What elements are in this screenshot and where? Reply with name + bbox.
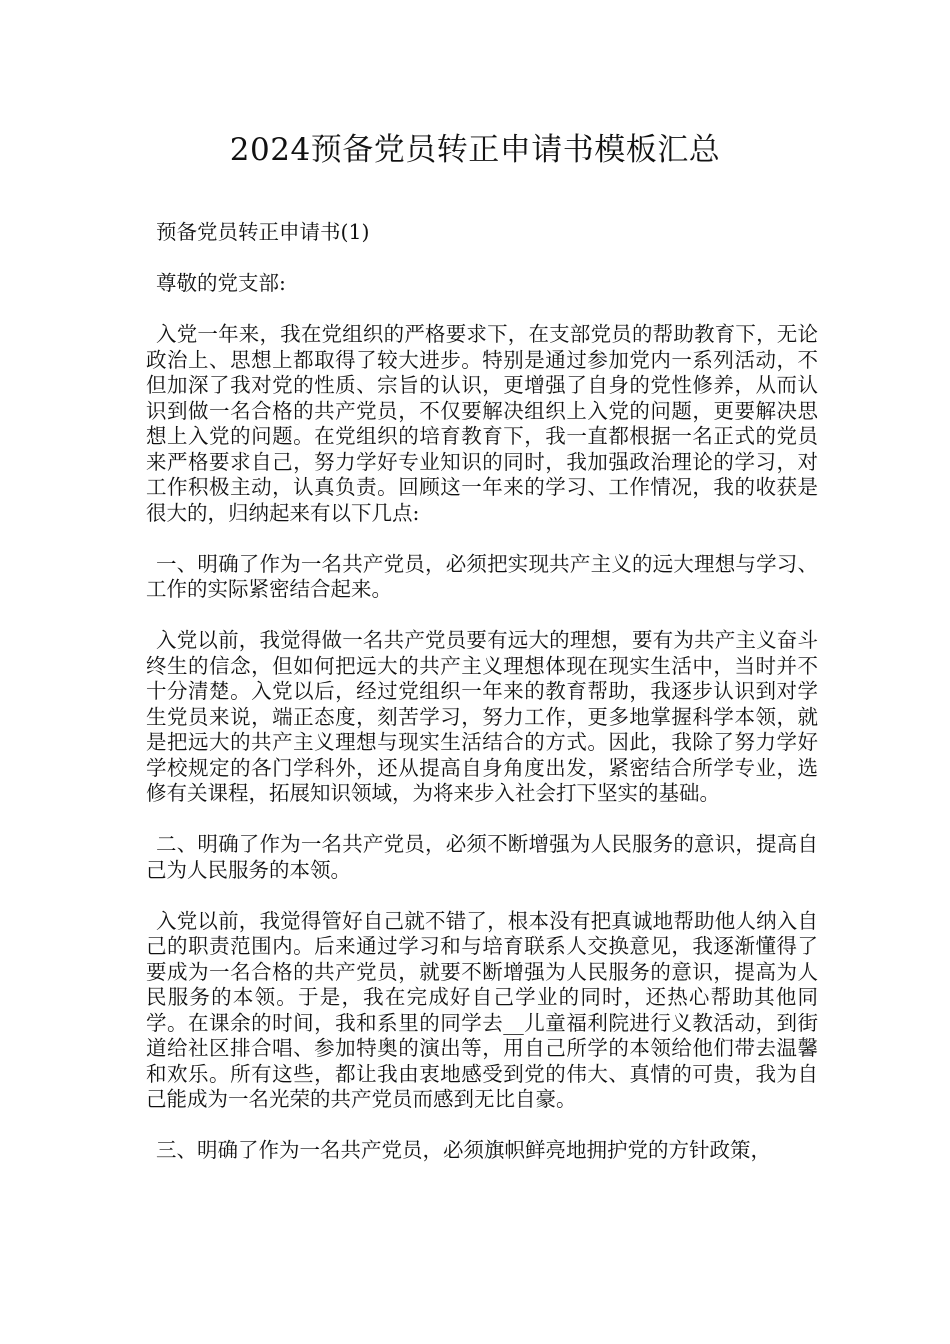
document-title: 2024预备党员转正申请书模板汇总 (229, 132, 721, 168)
document-body (146, 220, 818, 1189)
salutation: 尊敬的党支部: (156, 271, 286, 295)
section-heading: 预备党员转正申请书(1) (156, 220, 370, 244)
body-paragraph: 入党以前，我觉得管好自己就不错了，根本没有把真诚地帮助他人纳入自己的职责范围内。后来通过学习和与培育联系人交换意见，我逐渐懂得了要成为一名合格的共产党员，就要不断增强为人民服务的意识，提高为人民服务的本领。于是，我在完成好自己学业的同时，还热心帮助其他同学。在课余的时间，我和系里的同学去__儿童福利院进行义教活动，到街道给社区排合唱、参加特奥的演出等，用自己所学的本领给他们带去温馨和欢乐。所有这些，都让我由衷地感受到党的伟大、真情的可贵，我为自己能成为一名光荣的共产党员而感到无比自豪。 (146, 908, 818, 1111)
body-paragraph: 入党以前，我觉得做一名共产党员要有远大的理想，要有为共产主义奋斗终生的信念，但如何把远大的共产主义理想体现在现实生活中，当时并不十分清楚。入党以后，经过党组织一年来的教育帮助，我逐步认识到对学生党员来说，端正态度，刻苦学习，努力工作，更多地掌握科学本领，就是把远大的共产主义理想与现实生活结合的方式。因此，我除了努力学好学校规定的各门学科外，还从提高自身角度出发，紧密结合所学专业，选修有关课程，拓展知识领域，为将来步入社会打下坚实的基础。 (146, 628, 818, 805)
point-heading: 二、明确了作为一名共产党员，必须不断增强为人民服务的意识，提高自己为人民服务的本领。 (146, 832, 818, 882)
body-paragraph: 入党一年来，我在党组织的严格要求下，在支部党员的帮助教育下，无论政治上、思想上都取得了较大进步。特别是通过参加党内一系列活动，不但加深了我对党的性质、宗旨的认识，更增强了自身的党性修养，从而认识到做一名合格的共产党员，不仅要解决组织上入党的问题，更要解决思想上入党的问题。在党组织的培育教育下，我一直都根据一名正式的党员来严格要求自己，努力学好专业知识的同时，我加强政治理论的学习，对工作积极主动，认真负责。回顾这一年来的学习、工作情况，我的收获是很大的，归纳起来有以下几点: (146, 322, 818, 525)
point-heading: 三、明确了作为一名共产党员，必须旗帜鲜亮地拥护党的方针政策， (156, 1138, 771, 1162)
point-heading: 一、明确了作为一名共产党员，必须把实现共产主义的远大理想与学习、工作的实际紧密结合起来。 (146, 551, 818, 601)
